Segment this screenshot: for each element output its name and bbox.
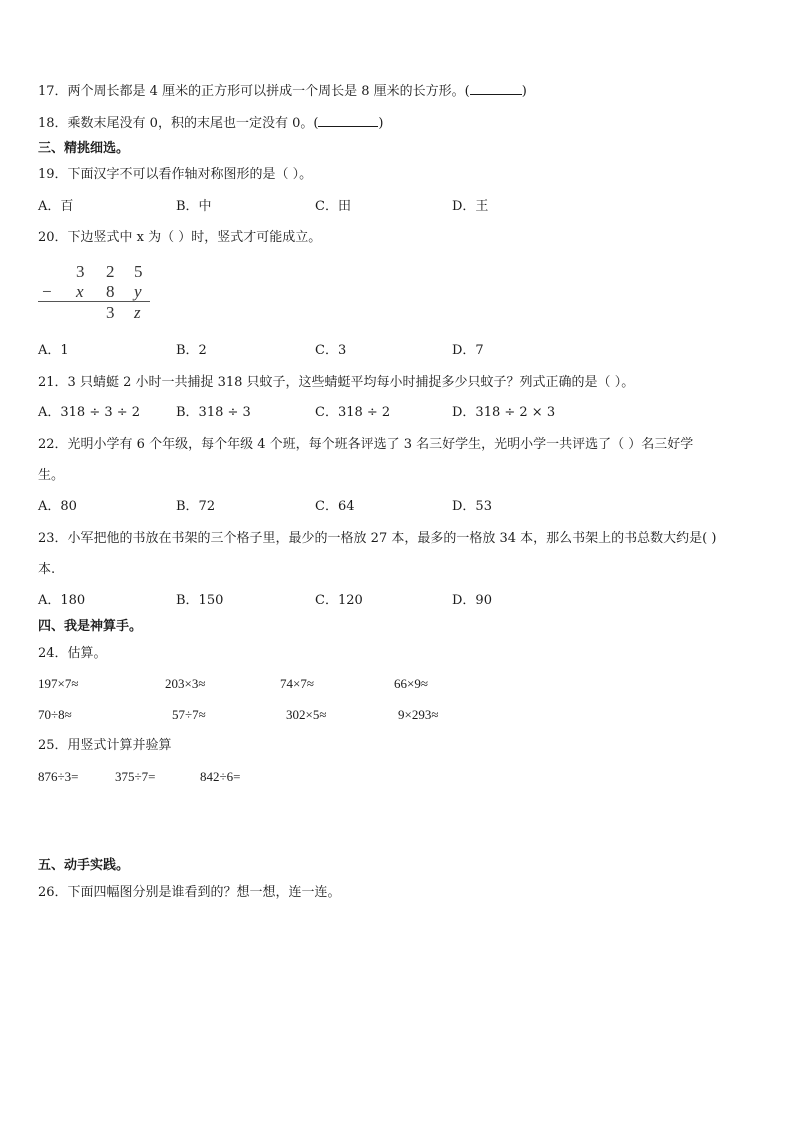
- estimate-item: 66×9≈: [394, 676, 428, 691]
- q19-option-a[interactable]: A．百: [38, 199, 74, 214]
- q19-option-c[interactable]: C．田: [315, 199, 351, 214]
- question-23-stem-line1: 23．小军把他的书放在书架的三个格子里，最少的一格放 27 本，最多的一格放 34 本，那么书架上的书总数大约是( ): [38, 531, 717, 546]
- question-22-stem-line1: 22．光明小学有 6 个年级，每个年级 4 个班，每个班各评选了 3 名三好学生，光明小学一共评选了（ ）名三好学: [38, 437, 694, 452]
- question-26-stem: 26．下面四幅图分别是谁看到的？想一想，连一连。: [38, 885, 341, 900]
- question-18: 18．乘数末尾没有 0，积的末尾也一定没有 0。( ): [38, 116, 384, 131]
- q21-option-d[interactable]: D．318 ÷ 2 × 3: [452, 405, 556, 420]
- question-24-stem: 24．估算。: [38, 646, 107, 661]
- q23-option-a[interactable]: A．180: [38, 593, 86, 608]
- q19-option-d[interactable]: D．王: [452, 199, 489, 214]
- vertical-digit: 3: [106, 303, 115, 322]
- vertical-calc-item: 375÷7=: [115, 769, 156, 784]
- question-23-stem-line2: 本.: [38, 562, 56, 577]
- q23-option-b[interactable]: B．150: [176, 593, 224, 608]
- q22-option-c[interactable]: C．64: [315, 499, 355, 514]
- question-17-text: 17．两个周长都是 4 厘米的正方形可以拼成一个周长是 8 厘米的长方形。(: [38, 84, 470, 99]
- question-22-stem-line2: 生。: [38, 468, 65, 483]
- question-19-stem: 19．下面汉字不可以看作轴对称图形的是（ ）。: [38, 167, 313, 182]
- q22-option-a[interactable]: A．80: [38, 499, 77, 514]
- section-heading-4: 四、我是神算手。: [38, 619, 143, 634]
- minus-sign: −: [42, 282, 52, 301]
- question-18-text: 18．乘数末尾没有 0，积的末尾也一定没有 0。(: [38, 116, 319, 131]
- q23-option-c[interactable]: C．120: [315, 593, 363, 608]
- question-17: 17．两个周长都是 4 厘米的正方形可以拼成一个周长是 8 厘米的长方形。( ): [38, 84, 527, 99]
- section-heading-3: 三、精挑细选。: [38, 141, 130, 156]
- q21-option-c[interactable]: C．318 ÷ 2: [315, 405, 391, 420]
- q22-option-b[interactable]: B．72: [176, 499, 216, 514]
- q20-option-b[interactable]: B．2: [176, 343, 207, 358]
- q21-option-b[interactable]: B．318 ÷ 3: [176, 405, 251, 420]
- q19-option-b[interactable]: B．中: [176, 199, 212, 214]
- q20-option-d[interactable]: D．7: [452, 343, 484, 358]
- section-heading-5: 五、动手实践。: [38, 858, 130, 873]
- vertical-subtraction-figure: [38, 262, 158, 326]
- vertical-digit: 5: [134, 262, 143, 281]
- estimate-item: 74×7≈: [280, 676, 314, 691]
- vertical-calc-item: 842÷6=: [200, 769, 241, 784]
- vertical-digit: 2: [106, 262, 115, 281]
- vertical-digit: 8: [106, 282, 115, 301]
- vertical-digit: x: [76, 282, 84, 301]
- q20-option-a[interactable]: A．1: [38, 343, 69, 358]
- vertical-digit: 3: [76, 262, 85, 281]
- estimate-item: 70÷8≈: [38, 707, 72, 722]
- q23-option-d[interactable]: D．90: [452, 593, 492, 608]
- estimate-item: 302×5≈: [286, 707, 327, 722]
- question-21-stem: 21．3 只蜻蜓 2 小时一共捕捉 318 只蚊子，这些蜻蜓平均每小时捕捉多少只蚊子？列式正确的是（ ）。: [38, 375, 635, 390]
- vertical-digit: z: [134, 303, 141, 322]
- q22-option-d[interactable]: D．53: [452, 499, 492, 514]
- estimate-item: 57÷7≈: [172, 707, 206, 722]
- estimate-item: 9×293≈: [398, 707, 439, 722]
- answer-blank-18[interactable]: [318, 114, 378, 127]
- vertical-digit: y: [134, 282, 142, 301]
- question-20-stem: 20．下边竖式中 x 为（ ）时，竖式才可能成立。: [38, 230, 322, 245]
- estimate-item: 197×7≈: [38, 676, 79, 691]
- question-25-stem: 25．用竖式计算并验算: [38, 738, 172, 753]
- q20-option-c[interactable]: C．3: [315, 343, 347, 358]
- estimate-item: 203×3≈: [165, 676, 206, 691]
- vertical-rule: [38, 301, 150, 302]
- answer-blank-17[interactable]: [470, 82, 522, 95]
- q21-option-a[interactable]: A．318 ÷ 3 ÷ 2: [38, 405, 141, 420]
- vertical-calc-item: 876÷3=: [38, 769, 79, 784]
